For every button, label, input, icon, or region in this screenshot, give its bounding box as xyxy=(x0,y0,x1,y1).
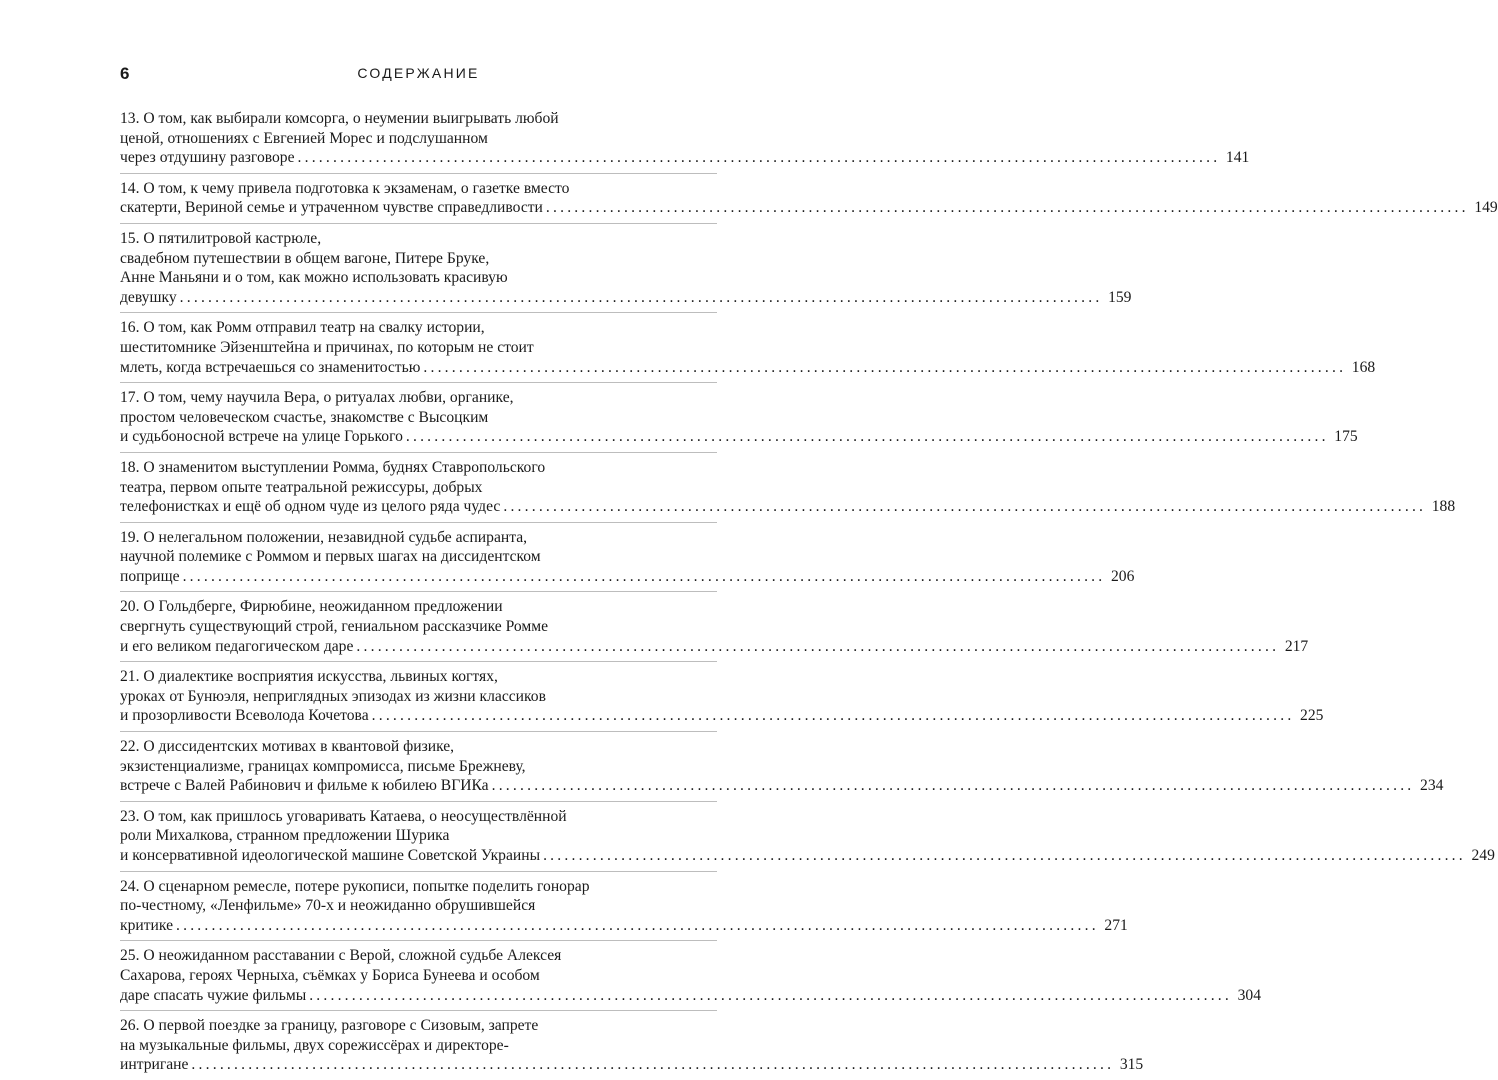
dot-leader: .................................................................................................................................. xyxy=(309,986,1232,1004)
toc-entry-line: встрече с Валей Рабинович и фильме к юбилею ВГИКа xyxy=(120,777,489,795)
toc-page-number: 149 xyxy=(1474,199,1498,217)
toc-entry xyxy=(120,523,1135,593)
toc-entry xyxy=(120,224,1132,313)
toc-page-number: 159 xyxy=(1108,288,1132,306)
dot-leader: .................................................................................................................................. xyxy=(356,637,1280,655)
table-of-contents xyxy=(120,104,1498,1080)
dot-leader: .................................................................................................................................. xyxy=(191,1056,1115,1074)
toc-entry-last-line xyxy=(120,567,1135,587)
toc-entry-line: даре спасать чужие фильмы xyxy=(120,986,307,1004)
toc-entry xyxy=(120,453,1456,523)
toc-page-number: 304 xyxy=(1237,986,1261,1004)
toc-entry xyxy=(120,1011,1144,1080)
toc-page-number: 249 xyxy=(1471,847,1495,864)
toc-page-number: 206 xyxy=(1110,567,1135,585)
toc-entry-line: уроках от Бунюэля, неприглядных эпизодах из жизни классиков xyxy=(120,687,546,705)
dot-leader: .................................................................................................................................. xyxy=(176,916,1099,934)
toc-page-number: 217 xyxy=(1284,637,1309,655)
dot-leader: .................................................................................................................................. xyxy=(503,498,1427,516)
toc-entry-line: 25. О неожиданном расставании с Верой, сложной судьбе Алексея xyxy=(120,947,562,965)
toc-page-number: 234 xyxy=(1420,777,1444,795)
running-title: СОДЕРЖАНИЕ xyxy=(357,65,480,81)
toc-entry xyxy=(120,104,1250,174)
page-number: 6 xyxy=(120,64,130,83)
toc-page-number: 188 xyxy=(1431,498,1456,516)
toc-entry-line: 13. О том, как выбирали комсорга, о неумении выигрывать любой xyxy=(120,110,559,127)
toc-entry-line: скатерти, Вериной семье и утраченном чувстве справедливости xyxy=(120,199,543,217)
toc-entry xyxy=(120,802,1495,872)
toc-entry-line: простом человеческом счастье, знакомстве с Высоцким xyxy=(120,408,489,426)
toc-entry-last-line xyxy=(120,358,1376,378)
toc-entry xyxy=(120,592,1309,662)
toc-entry xyxy=(120,662,1324,732)
toc-entry-line: через отдушину разговоре xyxy=(120,149,295,167)
toc-entry-last-line xyxy=(120,706,1324,726)
toc-page-number: 168 xyxy=(1351,358,1376,376)
toc-entry-line: театра, первом опыте театральной режиссуры, добрых xyxy=(120,478,483,496)
toc-entry-line: поприще xyxy=(120,567,180,585)
toc-entry-last-line xyxy=(120,846,1495,866)
toc-entry-last-line xyxy=(120,986,1261,1006)
toc-entry-line: и консервативной идеологической машине Советской Украины xyxy=(120,847,541,864)
toc-entry xyxy=(120,383,1358,453)
toc-entry-line: 20. О Гольдберге, Фирюбине, неожиданном предложении xyxy=(120,598,503,616)
toc-entry-last-line xyxy=(120,637,1309,657)
toc-page-number: 315 xyxy=(1119,1056,1144,1074)
dot-leader: .................................................................................................................................. xyxy=(179,288,1103,306)
dot-leader: .................................................................................................................................. xyxy=(545,199,1469,217)
toc-entry xyxy=(120,872,1128,942)
toc-entry xyxy=(120,313,1376,383)
toc-entry-line: на музыкальные фильмы, двух сорежиссёрах и директоре- xyxy=(120,1036,509,1054)
toc-entry-line: и судьбоносной встрече на улице Горького xyxy=(120,428,403,446)
toc-entry-line: 24. О сценарном ремесле, потере рукописи, попытке поделить гонорар xyxy=(120,877,590,895)
toc-entry-line: 15. О пятилитровой кастрюле, xyxy=(120,229,322,247)
toc-entry-line: экзистенциализме, границах компромисса, письме Брежневу, xyxy=(120,757,526,775)
toc-entry-line: девушку xyxy=(120,288,177,306)
dot-leader: .................................................................................................................................. xyxy=(182,567,1106,585)
toc-entry-last-line xyxy=(120,148,1250,168)
toc-entry-last-line xyxy=(120,288,1132,308)
dot-leader: .................................................................................................................................. xyxy=(297,149,1221,167)
toc-entry-line: свергнуть существующий строй, гениальном рассказчике Ромме xyxy=(120,618,549,636)
dot-leader: .................................................................................................................................. xyxy=(405,428,1329,446)
toc-entry-line: 18. О знаменитом выступлении Ромма, буднях Ставропольского xyxy=(120,458,546,476)
toc-entry-last-line xyxy=(120,1055,1144,1075)
dot-leader: .................................................................................................................................. xyxy=(371,707,1295,725)
toc-entry xyxy=(120,732,1444,802)
toc-entry-line: 14. О том, к чему привела подготовка к экзаменам, о газетке вместо xyxy=(120,179,570,197)
toc-page-number: 225 xyxy=(1300,707,1324,725)
toc-page-number: 175 xyxy=(1334,428,1358,446)
toc-entry-line: и прозорливости Всеволода Кочетова xyxy=(120,707,369,725)
toc-entry-line: 22. О диссидентских мотивах в квантовой физике, xyxy=(120,738,455,756)
toc-entry-line: ценой, отношениях с Евгенией Морес и подслушанном xyxy=(120,129,488,147)
toc-entry-line: 19. О нелегальном положении, незавидной судьбе аспиранта, xyxy=(120,528,528,546)
toc-entry-line: по-честному, «Ленфильме» 70-х и неожиданно обрушившейся xyxy=(120,897,536,915)
toc-entry-last-line xyxy=(120,497,1456,517)
toc-entry-line: млеть, когда встречаешься со знаменитостью xyxy=(120,358,421,376)
toc-entry xyxy=(120,174,1498,224)
toc-entry-line: 26. О первой поездке за границу, разговоре с Сизовым, запрете xyxy=(120,1017,539,1035)
toc-entry-line: телефонистках и ещё об одном чуде из целого ряда чудес xyxy=(120,498,501,516)
toc-entry-line: Сахарова, героях Черныха, съёмках у Бориса Бунеева и особом xyxy=(120,966,540,984)
toc-entry-line: 21. О диалектике восприятия искусства, львиных когтях, xyxy=(120,668,498,686)
page-header xyxy=(120,64,717,86)
toc-entry-last-line xyxy=(120,776,1444,796)
toc-entry-last-line xyxy=(120,427,1358,447)
toc-entry-line: роли Михалкова, странном предложении Шурика xyxy=(120,827,450,845)
toc-entry-line: шеститомнике Эйзенштейна и причинах, по которым не стоит xyxy=(120,338,534,356)
toc-entry xyxy=(120,941,1261,1011)
toc-entry-last-line xyxy=(120,198,1498,218)
toc-page-number: 141 xyxy=(1225,149,1250,167)
toc-entry-line: Анне Маньяни и о том, как можно использовать красивую xyxy=(120,269,508,287)
toc-entry-line: критике xyxy=(120,916,173,934)
toc-entry-line: 17. О том, чему научила Вера, о ритуалах любви, органике, xyxy=(120,389,514,407)
toc-entry-line: 16. О том, как Ромм отправил театр на свалку истории, xyxy=(120,319,485,337)
dot-leader: .................................................................................................................................. xyxy=(423,358,1347,376)
toc-entry-line: научной полемике с Роммом и первых шагах на диссидентском xyxy=(120,548,541,566)
dot-leader: .................................................................................................................................. xyxy=(491,777,1415,795)
toc-entry-last-line xyxy=(120,916,1128,936)
dot-leader: .................................................................................................................................. xyxy=(543,847,1466,864)
toc-entry-line: и его великом педагогическом даре xyxy=(120,637,354,655)
toc-entry-line: свадебном путешествии в общем вагоне, Питере Бруке, xyxy=(120,249,490,267)
toc-entry-line: интригане xyxy=(120,1056,189,1074)
toc-page-number: 271 xyxy=(1104,916,1128,934)
toc-entry-line: 23. О том, как пришлось уговаривать Катаева, о неосуществлённой xyxy=(120,807,567,825)
